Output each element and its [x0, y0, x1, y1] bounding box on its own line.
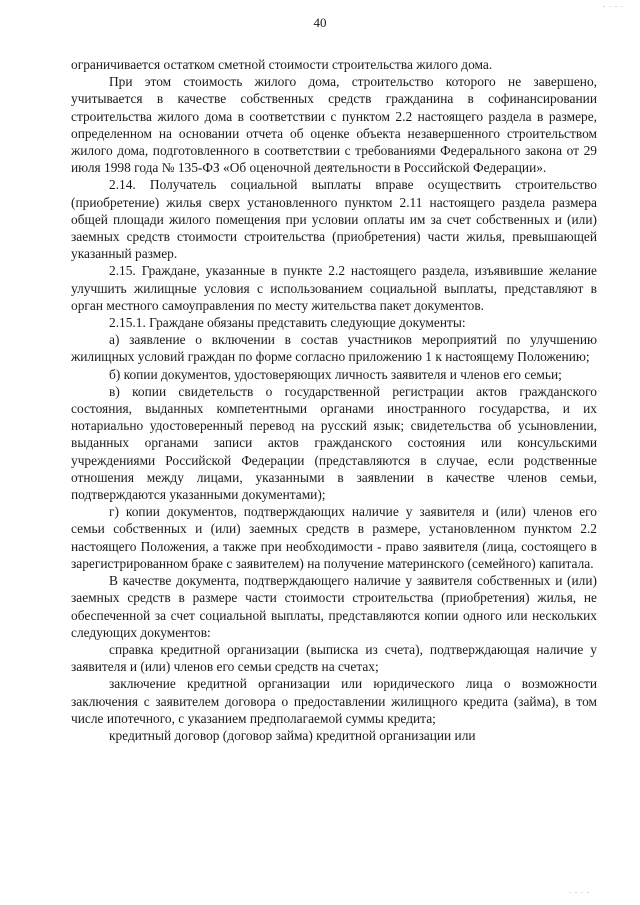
paragraph-supporting-documents: В качестве документа, подтверждающего наличие у заявителя собственных и (или) заемных средств в размере части стоимости строительства (приобретения) жилья, не обеспеченной за счет социальной выплаты, представляются копии одного или нескольких следующих документов:	[71, 573, 597, 640]
document-body	[71, 56, 597, 744]
paragraph-2-15-1: 2.15.1. Граждане обязаны представить следующие документы:	[109, 315, 466, 331]
page-number: 40	[313, 15, 327, 30]
list-item-a: а) заявление о включении в состав участников мероприятий по улучшению жилищных условий граждан по форме согласно приложению 1 к настоящему Положению;	[71, 332, 597, 365]
paragraph-bank-statement: справка кредитной организации (выписка из счета), подтверждающая наличие у заявителя и (или) членов его семьи средств на счетах;	[71, 641, 597, 675]
paragraph-credit-agreement: кредитный договор (договор займа) кредитной организации или	[109, 727, 476, 743]
paragraph-credit-conclusion: заключение кредитной организации или юридического лица о возможности заключения с заявителем договора о предоставлении жилищного кредита (займа), в том числе ипотечного, с указанием предполагаемой суммы кредита;	[71, 676, 597, 726]
list-item-g: г) копии документов, подтверждающих наличие у заявителя и (или) членов его семьи собственных и (или) заемных средств в размере, установленном пунктом 2.2 настоящего Положения, а также при необходимости - право заявителя (лица, состоящего в зарегистрированном браке с заявителем) на получение материнского (семейного) капитала.	[71, 504, 597, 571]
paragraph-unfinished-house-cost: При этом стоимость жилого дома, строительство которого не завершено, учитывается в качестве собственных средств гражданина в софинансировании строительства жилого дома в соответствии с пунктом 2.2 настоящего раздела в размере, определенном на основании отчета об оценке объекта незавершенного строительством жилого дома, подготовленного в соответствии с требованиями Федерального закона от 29 июля 1998 года № 135-ФЗ «Об оценочной деятельности в Российской Федерации».	[71, 74, 597, 176]
paragraph-continuation: ограничивается остатком сметной стоимости строительства жилого дома.	[71, 57, 493, 72]
list-item-v: в) копии свидетельств о государственной регистрации актов гражданского состояния, выданных компетентными органами иностранного государства, и их нотариально удостоверенный перевод на русский язык; свидетельства об усыновлении, выданных органами записи актов гражданского состояния или консульскими учреждениями Российской Федерации (представляются в случае, если родственные отношения между лицами, указанными в заявлении в качестве членов семьи, подтверждаются указанными документами);	[71, 383, 597, 503]
scan-artifact-mark: . . . .	[569, 886, 590, 895]
paragraph-2-15: 2.15. Граждане, указанные в пункте 2.2 настоящего раздела, изъявившие желание улучшить жилищные условия с использованием социальной выплаты, представляют в орган местного самоуправления по месту жительства пакет документов.	[71, 263, 597, 313]
scan-artifact-mark: . . . .	[603, 0, 624, 9]
list-item-b: б) копии документов, удостоверяющих личность заявителя и членов его семьи;	[109, 366, 562, 382]
paragraph-2-14: 2.14. Получатель социальной выплаты вправе осуществить строительство (приобретение) жилья сверх установленного пунктом 2.11 настоящего раздела размера общей площади жилого помещения при условии оплаты им за счет собственных и (или) заемных средств стоимости строительства (приобретения) части жилья, превышающей указанный размер.	[71, 177, 597, 262]
